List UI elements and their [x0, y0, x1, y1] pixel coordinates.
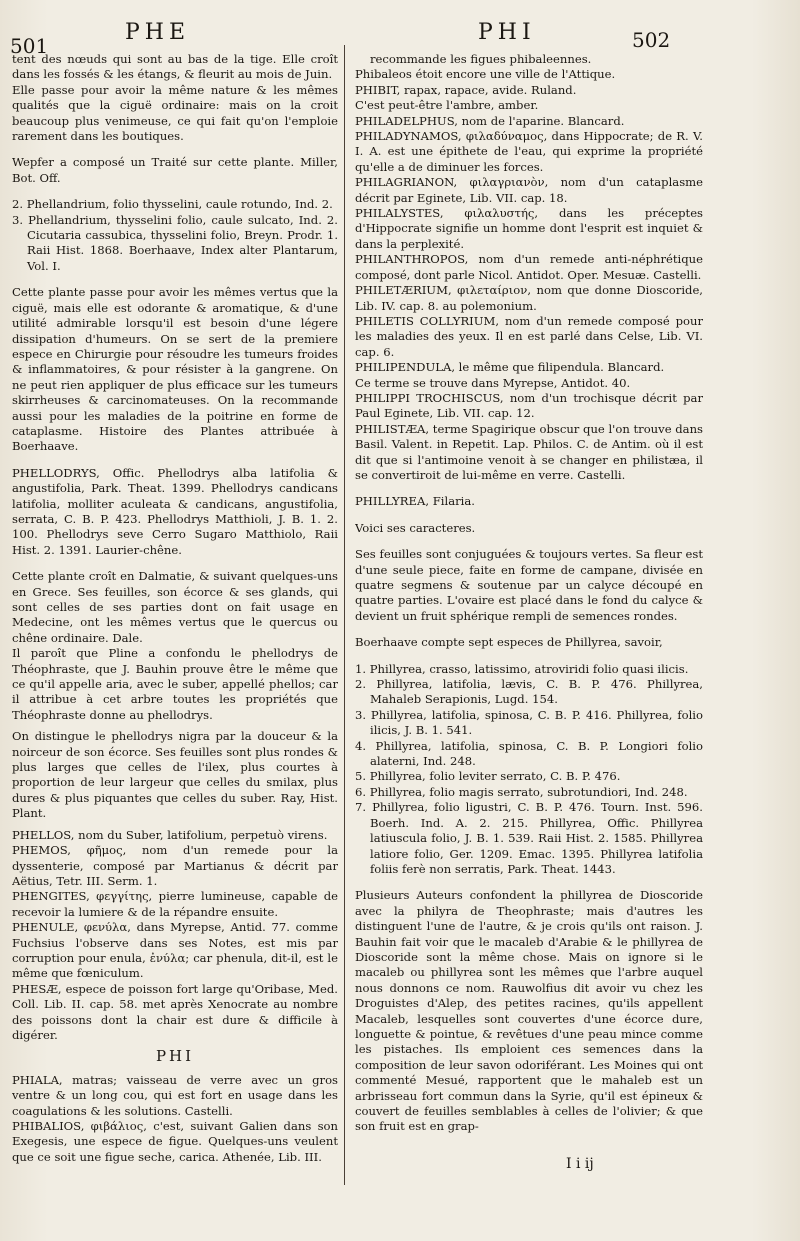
- paragraph: Phibaleos étoit encore une ville de l'Attique.: [355, 67, 616, 82]
- dictionary-entry: PHILIPPI TROCHISCUS, nom d'un trochisque décrit par Paul Eginete, Lib. VII. cap. 12.: [355, 390, 703, 421]
- right-column: [355, 52, 703, 1224]
- paragraph: Elle passe pour avoir la même nature & les mêmes qualités que la ciguë ordinaire: mais on la croit beaucoup plus venimeuse, ce qui fait qu'on l'emploie rarement dans les boutiques.: [12, 82, 338, 144]
- dictionary-entry: PHENULE, φενύλα, dans Myrepse, Antid. 77. comme Fuchsius l'observe dans ses Notes, est mis par corruption pour enula, ἐνύλα; car phenula, dit-il, est le même que fœniculum.: [12, 920, 338, 981]
- dictionary-entry: PHELLODRYS, Offic. Phellodrys alba latifolia & angustifolia, Park. Theat. 1399. Phellodrys candicans latifolia, molliter aculeata & candicans, angustifolia, serrata, C. B. P. 423. Phellodrys Matthioli, J. B. 1. 2. 100. Phellodrys seve Cerro Sugaro Matthiolo, Raii Hist. 2. 1391. Laurier-chêne.: [12, 465, 338, 557]
- paragraph: Boerhaave compte sept especes de Phillyrea, savoir,: [355, 635, 663, 650]
- paragraph: Cette plante croît en Dalmatie, & suivant quelques-uns en Grece. Ses feuilles, son écorce & ses glands, qui sont celles de ses parties dont on fait usage en Medecine, ont les mêmes vertus que le quercus ou chêne ordinaire. Dale.: [12, 569, 338, 645]
- paragraph: tent des nœuds qui sont au bas de la tige. Elle croît dans les fossés & les étangs, & fleurit au mois de Juin.: [12, 52, 338, 82]
- left-running-head: PHE: [125, 20, 191, 45]
- species-entry: 2. Phellandrium, folio thysselini, caule rotundo, Ind. 2.: [12, 197, 333, 212]
- dictionary-entry: PHELLOS, nom du Suber, latifolium, perpetuò virens.: [12, 827, 328, 842]
- species-entry: 3. Phillyrea, latifolia, spinosa, C. B. P. 416. Phillyrea, folio ilicis, J. B. 1. 541.: [355, 707, 703, 738]
- species-entry: 1. Phillyrea, crasso, latissimo, atroviridi folio quasi ilicis.: [355, 661, 689, 676]
- paragraph: C'est peut-être l'ambre, amber.: [355, 98, 539, 113]
- paragraph: recommande les figues phibaleennes.: [370, 52, 592, 66]
- paragraph: Cette plante passe pour avoir les mêmes vertus que la ciguë, mais elle est odorante & aromatique, & d'une utilité admirable lorsqu'il est besoin d'une légere dissipation d'humeurs. On se sert de la premiere espece en Chirurgie pour résoudre les tumeurs froides & inflammatoires, & pour résister à la gangrene. On ne peut rien appliquer de plus efficace sur les tumeurs skirrheuses & carcinomateuses. On la recommande aussi pour les maladies de la poitrine en forme de cataplasme. Histoire des Plantes attribuée à Boerhaave.: [12, 285, 338, 454]
- paragraph: Ce terme se trouve dans Myrepse, Antidot. 40.: [355, 375, 631, 390]
- species-entry: 2. Phillyrea, latifolia, lævis, C. B. P. 476. Phillyrea, Mahaleb Serapionis, Lugd. 154.: [355, 677, 703, 707]
- dictionary-entry: PHILADELPHUS, nom de l'aparine. Blancard.: [355, 113, 625, 128]
- species-entry: 6. Phillyrea, folio magis serrato, subrotundiori, Ind. 248.: [355, 784, 688, 799]
- dictionary-entry: PHILLYREA, Filaria.: [355, 494, 475, 509]
- paragraph: On distingue le phellodrys nigra par la douceur & la noirceur de son écorce. Ses feuilles sont plus rondes & plus larges que celles de l'ilex, plus courtes à proportion de leur largeur que celles du smilax, plus dures & plus piquantes que celles du suber. Ray, Hist. Plant.: [12, 729, 338, 821]
- column-divider: [344, 45, 345, 1185]
- left-column: [12, 52, 338, 1224]
- dictionary-entry: PHIBALIOS, φιβάλιος, c'est, suivant Galien dans son Exegesis, une espece de figue. Quelques-uns veulent que ce soit une figue seche, carica. Athenée, Lib. III.: [12, 1119, 338, 1164]
- species-entry: 4. Phillyrea, latifolia, spinosa, C. B. P. Longiori folio alaterni, Ind. 248.: [355, 738, 703, 769]
- dictionary-entry: PHILETIS COLLYRIUM, nom d'un remede composé pour les maladies des yeux. Il en est parlé dans Celse, Lib. VI. cap. 6.: [355, 313, 703, 359]
- page-header: [0, 8, 800, 58]
- species-entry: 5. Phillyrea, folio leviter serrato, C. B. P. 476.: [355, 769, 621, 784]
- dictionary-entry: PHENGITES, φεγγίτης, pierre lumineuse, capable de recevoir la lumiere & de la répandre ensuite.: [12, 889, 338, 919]
- dictionary-entry: PHILAGRIANON, φιλαγριανὸν, nom d'un cataplasme décrit par Eginete, Lib. VII. cap. 18.: [355, 175, 703, 205]
- paragraph: Wepfer a composé un Traité sur cette plante. Miller, Bot. Off.: [12, 155, 338, 185]
- dictionary-entry: PHESÆ, espece de poisson fort large qu'Oribase, Med. Coll. Lib. II. cap. 58. met après Xenocrate au nombre des poissons dont la chair est dure & difficile à digérer.: [12, 981, 338, 1042]
- left-page-number: 501: [10, 34, 49, 58]
- dictionary-entry: PHILISTÆA, terme Spagirique obscur que l'on trouve dans Basil. Valent. in Repetit. Lap. Philos. C. de Antim. où il est dit que si l'antimoine venoit à se changer en philistæa, il se convertiroit de lui-même en verre. Castelli.: [355, 421, 703, 482]
- dictionary-entry: PHILANTHROPOS, nom d'un remede anti-néphrétique composé, dont parle Nicol. Antidot. Oper. Mesuæ. Castelli.: [355, 252, 703, 282]
- paragraph: Ses feuilles sont conjuguées & toujours vertes. Sa fleur est d'une seule piece, faite en forme de campane, divisée en quatre segmens & soutenue par un calyce découpé en quatre parties. L'ovaire est placé dans le fond du calyce & devient un fruit sphérique rempli de semences rondes.: [355, 547, 703, 623]
- dictionary-entry: PHEMOS, φῆμος, nom d'un remede pour la dyssenterie, composé par Martianus & décrit par Aëtius, Tetr. III. Serm. 1.: [12, 843, 338, 888]
- dictionary-entry: PHIBIT, rapax, rapace, avide. Ruland.: [355, 82, 577, 97]
- paragraph: Plusieurs Auteurs confondent la phillyrea de Dioscoride avec la philyra de Theophraste; mais d'autres les distinguent l'une de l'autre, & je crois qu'ils ont raison. J. Bauhin fait voir que le macaleb d'Arabie & le phillyrea de Dioscoride sont la même chose. Mais on ignore si le macaleb ou phillyrea sont les mêmes que l'arbre auquel nous donnons ce nom. Rauwolfius dit avoir vu chez les Droguistes d'Alep, des petites racines, qu'ils appellent Macaleb, lesquelles sont couvertes d'une écorce dure, longuette & pointue, & revêtues d'une peau mince comme les pistaches. Ils emploient ces semences dans la composition de leur savon odoriférant. Les Moines qui ont commenté Mesué, rapportent que le mahaleb est un arbrisseau fort commun dans la Syrie, qu'il est épineux & couvert de feuilles semblables à celles de l'olivier; & que son fruit est en grap-: [355, 888, 703, 1134]
- right-page-number: 502: [632, 28, 671, 52]
- dictionary-entry: PHILALYSTES, φιλαλυστής, dans les préceptes d'Hippocrate signifie un homme dont l'esprit est inquiet & dans la perplexité.: [355, 206, 703, 251]
- signature-mark: I i ij: [566, 1156, 594, 1172]
- section-heading: PHI: [155, 1047, 195, 1066]
- dictionary-entry: PHILIPENDULA, le même que filipendula. Blancard.: [355, 360, 665, 375]
- dictionary-entry: PHIALA, matras; vaisseau de verre avec un gros ventre & un long cou, qui est fort en usage dans les coagulations & les solutions. Castelli.: [12, 1072, 338, 1118]
- paragraph: Il paroît que Pline a confondu le phellodrys de Théophraste, que J. Bauhin prouve être le même que ce qu'il appelle aria, avec le suber, appellé phellos; car il attribue à cet arbre toutes les propriétés que Théophraste donne au phellodrys.: [12, 646, 338, 722]
- species-entry: 3. Phellandrium, thysselini folio, caule sulcato, Ind. 2. Cicutaria cassubica, thysselini folio, Breyn. Prodr. 1. Raii Hist. 1868. Boerhaave, Index alter Plantarum, Vol. I.: [12, 212, 338, 273]
- species-entry: 7. Phillyrea, folio ligustri, C. B. P. 476. Tourn. Inst. 596. Boerh. Ind. A. 2. 215. Phillyrea, Offic. Phillyrea latiuscula folio, J. B. 1. 539. Raii Hist. 2. 1585. Phillyrea latiore folio, Ger. 1209. Emac. 1395. Phillyrea latifolia foliis ferè non serratis, Park. Theat. 1443.: [355, 800, 703, 876]
- dictionary-entry: PHILADYNAMOS, φιλαδύναμος, dans Hippocrate; de R. V. I. A. est une épithete de l'eau, qui exprime la propriété qu'elle a de diminuer les forces.: [355, 129, 703, 174]
- dictionary-entry: PHILETÆRIUM, φιλεταίριον, nom que donne Dioscoride, Lib. IV. cap. 8. au polemonium.: [355, 283, 703, 313]
- right-running-head: PHI: [478, 20, 536, 45]
- paragraph: Voici ses caracteres.: [355, 520, 476, 535]
